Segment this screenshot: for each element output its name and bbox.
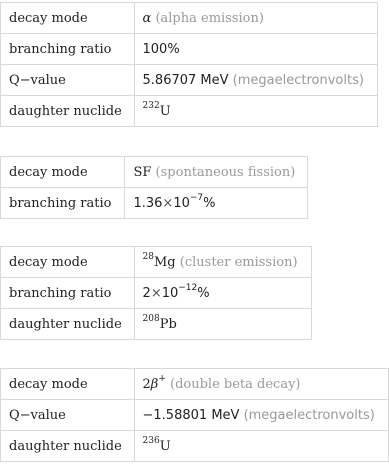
q-value-number: 5.86707 <box>142 72 197 88</box>
mass-number: 236 <box>142 436 160 447</box>
table-row <box>1 3 378 34</box>
percent-sign: % <box>197 285 210 301</box>
q-value-unit: MeV <box>200 72 229 88</box>
row-label: Q−value <box>1 65 135 96</box>
table-row <box>1 431 389 462</box>
times-sign: × <box>150 285 162 301</box>
decay-mode-note: (spontaneous fission) <box>155 164 296 180</box>
element-symbol: U <box>159 103 171 119</box>
table-row <box>1 278 312 309</box>
table-row <box>1 96 378 127</box>
exponent: −7 <box>189 193 204 204</box>
q-value <box>134 400 388 431</box>
row-label: decay mode <box>1 157 125 188</box>
row-label: branching ratio <box>1 278 135 309</box>
decay-mode-note: (alpha emission) <box>155 10 264 26</box>
table-row <box>1 400 389 431</box>
table-row <box>1 157 308 188</box>
table-row <box>1 188 308 219</box>
daughter-nuclide-value <box>134 431 388 462</box>
base: 10 <box>161 285 179 301</box>
percent-sign: % <box>203 195 216 211</box>
cluster-emission-table <box>0 246 312 340</box>
decay-mode-note: (double beta decay) <box>170 376 301 392</box>
alpha-decay-table <box>0 2 378 127</box>
q-value-unit: MeV <box>211 407 240 423</box>
mass-number: 232 <box>142 101 160 112</box>
decay-mode-value <box>134 3 377 34</box>
decay-mode-value <box>134 369 388 400</box>
table-row <box>1 34 378 65</box>
branching-ratio-value <box>125 188 308 219</box>
daughter-nuclide-value <box>134 309 311 340</box>
element-symbol: Mg <box>153 254 176 270</box>
row-label: decay mode <box>1 247 135 278</box>
exponent: −12 <box>178 283 198 294</box>
q-value-unit-note: (megaelectronvolts) <box>232 72 364 88</box>
multiplicity: 2 <box>142 376 151 392</box>
decay-mode-note: (cluster emission) <box>179 254 298 270</box>
row-label: daughter nuclide <box>1 96 135 127</box>
spontaneous-fission-table <box>0 156 308 219</box>
branching-ratio-value <box>134 278 311 309</box>
charge-superscript: + <box>158 374 166 385</box>
mantissa: 2 <box>142 285 151 301</box>
double-beta-decay-table <box>0 368 389 462</box>
table-row <box>1 247 312 278</box>
branching-ratio-value: 100% <box>134 34 377 65</box>
mass-number: 208 <box>142 314 160 325</box>
q-value <box>134 65 377 96</box>
element-symbol: U <box>159 438 171 454</box>
decay-symbol: SF <box>133 164 152 180</box>
table-row <box>1 65 378 96</box>
table-row <box>1 309 312 340</box>
table-row <box>1 369 389 400</box>
row-label: daughter nuclide <box>1 431 135 462</box>
times-sign: × <box>162 195 174 211</box>
decay-symbol: β <box>150 376 159 392</box>
q-value-unit-note: (megaelectronvolts) <box>243 407 375 423</box>
daughter-nuclide-value <box>134 96 377 127</box>
row-label: daughter nuclide <box>1 309 135 340</box>
q-value-number: −1.58801 <box>142 407 208 423</box>
row-label: decay mode <box>1 3 135 34</box>
row-label: branching ratio <box>1 188 125 219</box>
row-label: Q−value <box>1 400 135 431</box>
decay-symbol: α <box>142 10 152 26</box>
mantissa: 1.36 <box>133 195 163 211</box>
mass-number: 28 <box>142 252 154 263</box>
decay-mode-value <box>125 157 308 188</box>
element-symbol: Pb <box>159 316 177 332</box>
row-label: decay mode <box>1 369 135 400</box>
decay-mode-value <box>134 247 311 278</box>
base: 10 <box>173 195 190 211</box>
row-label: branching ratio <box>1 34 135 65</box>
